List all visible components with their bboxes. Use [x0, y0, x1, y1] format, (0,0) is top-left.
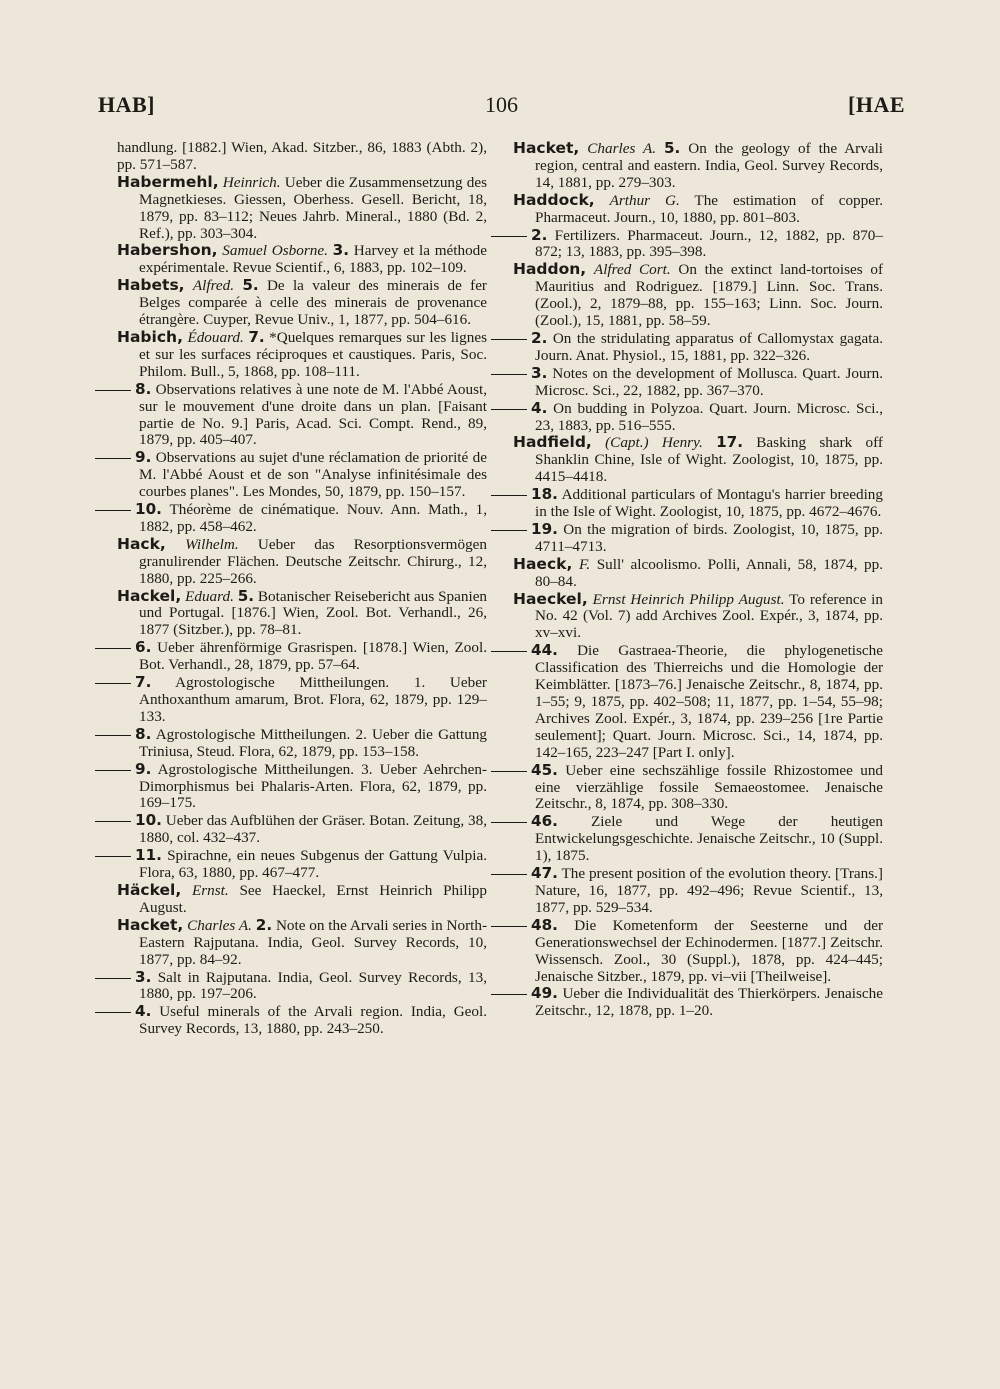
ditto-rule [95, 978, 131, 979]
entry-text: To reference in No. 42 (Vol. 7) add Archives Zool. Expér., 3, 1874, pp. xv–xvi. [535, 590, 883, 642]
entry-text: On the geology of the Arvali region, central and eastern. India, Geol. Survey Records, 14, 1881, pp. 279–303. [535, 140, 884, 191]
sub-entry [513, 521, 883, 556]
author-forename: (Capt.) Henry. [605, 434, 703, 452]
sub-entry [117, 1003, 487, 1038]
author-surname: Hacket, [513, 139, 580, 157]
ditto-rule [491, 926, 527, 927]
author-surname: Hackel, [117, 586, 182, 605]
author-surname: Hacket, [117, 915, 184, 934]
entry-text: Basking shark off Shanklin Chine, Isle of Wight. Zoologist, 10, 1875, pp. 4415–4418. [535, 434, 883, 486]
entry-number: 3. [531, 363, 548, 382]
sub-entry [513, 985, 883, 1020]
entry-text: Ueber ährenförmige Grasrispen. [1878.] Wien, Zool. Bot. Verhandl., 28, 1879, pp. 57–64. [139, 639, 487, 674]
ditto-rule [95, 683, 131, 684]
entry-number: 8. [135, 379, 152, 398]
entry-number: 6. [135, 638, 152, 657]
entry-text: Agrostologische Mittheilungen. 3. Ueber Aehrchen-Dimorphismus bei Phalaris-Arten. Flora, 62, 1879, pp. 169–175. [139, 760, 487, 812]
author-entry [513, 434, 883, 486]
ditto-rule [491, 651, 527, 652]
sub-entry [117, 501, 487, 536]
author-forename: Wilhelm. [185, 535, 239, 553]
author-entry [513, 140, 883, 192]
ditto-rule [95, 821, 131, 822]
author-forename: Alfred. [192, 277, 235, 295]
entry-number: 45. [531, 760, 558, 779]
entry-text: On the migration of birds. Zoologist, 10, 1875, pp. 4711–4713. [535, 520, 883, 555]
entry-text: Ziele und Wege der heutigen Entwickelungsgeschichte. Jenaische Zeitschr., 10 (Suppl. 1), 1875. [535, 813, 884, 865]
author-surname: Habermehl, [117, 172, 219, 191]
ditto-rule [95, 770, 131, 771]
entry-number: 2. [531, 225, 548, 244]
entry-text: Note on the Arvali series in North-Eastern Rajputana. India, Geol. Survey Records, 10, 1877, pp. 84–92. [139, 916, 488, 968]
author-entry [117, 329, 487, 381]
entry-text: De la valeur des minerais de fer Belges comparée à celle des minerais de provenance étrangère. Cuyper, Revue Univ., 1, 1877, pp. 504–616. [139, 277, 487, 329]
sub-entry [117, 639, 487, 674]
sub-entry [117, 847, 487, 882]
running-head-left: HAB] [98, 92, 155, 117]
sub-entry [117, 449, 487, 501]
author-surname: Häckel, [117, 880, 182, 899]
entry-text: Ueber eine sechszählige fossile Rhizostomee und eine vierzählige fossile Semaeostomee. Jenaische Zeitschr., 8, 1874, pp. 308–330. [535, 761, 884, 813]
entry-text: Botanischer Reisebericht aus Spanien und Portugal. [1876.] Wien, Zool. Bot. Verhandl., 26, 1877 (Sitzber.), pp. 78–81. [139, 587, 488, 639]
entry-text: Harvey et la méthode expérimentale. Revue Scientif., 6, 1883, pp. 102–109. [139, 242, 488, 277]
author-entry [117, 277, 487, 329]
entry-number: 7. [135, 673, 152, 692]
author-forename: Samuel Osborne. [222, 242, 328, 260]
entry-number: 11. [135, 846, 162, 865]
sub-entry [513, 365, 883, 400]
author-surname: Habets, [117, 276, 185, 295]
sub-entry [513, 400, 883, 435]
author-forename: Eduard. [185, 587, 234, 605]
entry-text: See Haeckel, Ernst Heinrich Philipp August. [139, 881, 487, 916]
entry-text: Observations relatives à une note de M. l'Abbé Aoust, sur le mouvement d'une droite dans un plan. [Faisant partie de No. 9.] Paris, Acad. Sci. Compt. Rend., 89, 1879, pp. 405–407. [139, 380, 487, 449]
entry-text: The estimation of copper. Pharmaceut. Journ., 10, 1880, pp. 801–803. [535, 191, 883, 226]
sub-entry [117, 726, 487, 761]
author-forename: Ernst Heinrich Philipp August. [592, 590, 785, 608]
author-entry [117, 174, 487, 243]
entry-number: 4. [531, 398, 548, 417]
ditto-rule [491, 530, 527, 531]
entry-number: 3. [135, 967, 152, 986]
entry-number: 10. [135, 811, 162, 830]
entry-number: 5. [242, 276, 259, 295]
ditto-rule [491, 495, 527, 496]
sub-entry [513, 865, 883, 917]
entry-number: 10. [135, 500, 162, 519]
entry-number: 7. [248, 327, 265, 346]
author-surname: Habershon, [117, 241, 218, 260]
author-forename: Charles A. [587, 140, 657, 157]
sub-entry [117, 969, 487, 1004]
entry-text: Théorème de cinématique. Nouv. Ann. Math., 1, 1882, pp. 458–462. [139, 501, 487, 535]
ditto-rule [491, 409, 527, 410]
sub-entry [513, 227, 883, 262]
entry-text: Die Gastraea-Theorie, die phylogenetische Classification des Thierreichs und die Homologie der Keimblätter. [1873–76.] Jenaische Zeitschr., 8, 1874, pp. 1–55; 9, 1875, pp. 402–508; 11, 1877, pp. 1–54, 55–98; Archives Zool. Expér., 3, 1874, pp. 239–256 [1re Partie seulement]; Quart. Journ. Microsc. Sci., 14, 1874, pp. 142–165, 223–247 [Part I. only]. [535, 642, 884, 761]
entry-text: Agrostologische Mittheilungen. 2. Ueber die Gattung Triniusa, Steud. Flora, 62, 1879, pp. 153–158. [139, 725, 488, 760]
author-surname: Hadfield, [513, 433, 592, 452]
author-entry [117, 588, 487, 640]
author-forename: Édouard. [187, 328, 244, 346]
author-entry [513, 556, 883, 591]
entry-text: Sull' alcoolismo. Polli, Annali, 58, 1874, pp. 80–84. [535, 555, 884, 590]
entry-text: Spirachne, ein neues Subgenus der Gattung Vulpia. Flora, 63, 1880, pp. 467–477. [139, 847, 487, 882]
author-surname: Habich, [117, 327, 183, 346]
sub-entry [117, 761, 487, 813]
entry-text: Additional particulars of Montagu's harrier breeding in the Isle of Wight. Zoologist, 10, 1875, pp. 4672–4676. [535, 486, 883, 521]
author-forename: Arthur G. [609, 191, 680, 209]
ditto-rule [95, 856, 131, 857]
entry-number: 2. [255, 915, 273, 934]
entry-number: 5. [663, 139, 681, 157]
author-surname: Haeckel, [513, 589, 588, 608]
entry-number: 3. [332, 241, 350, 260]
entry-text: Observations au sujet d'une réclamation de priorité de M. l'Abbé Aoust et de son "Analyse infinitésimale des courbes planes". Les Mondes, 50, 1879, pp. 150–157. [139, 449, 487, 501]
sub-entry [513, 642, 883, 761]
ditto-rule [491, 771, 527, 772]
author-entry [117, 917, 487, 969]
ditto-rule [491, 874, 527, 875]
left-column [117, 140, 487, 1038]
entry-text: On the stridulating apparatus of Callomystax gagata. Journ. Anat. Physiol., 15, 1881, pp. 322–326. [535, 329, 884, 364]
entry-text: On budding in Polyzoa. Quart. Journ. Microsc. Sci., 23, 1883, pp. 516–555. [535, 399, 884, 434]
author-forename: F. [578, 555, 591, 573]
sub-entry [513, 330, 883, 365]
entry-number: 8. [135, 724, 152, 743]
entry-text: Ueber das Aufblühen der Gräser. Botan. Zeitung, 38, 1880, col. 432–437. [139, 812, 487, 847]
entry-text: Ueber die Zusammensetzung des Magnetkieses. Giessen, Oberhess. Gesell. Bericht, 18, 1879, pp. 83–112; Neues Jahrb. Mineral., 1880 (Bd. 2, Ref.), pp. 303–304. [139, 173, 488, 242]
ditto-rule [95, 390, 131, 391]
entry-text: Ueber das Resorptionsvermögen granulirender Flächen. Deutsche Zeitschr. Chirurg., 12, 1880, pp. 225–266. [139, 535, 488, 587]
author-entry [513, 591, 883, 643]
author-entry [117, 536, 487, 588]
author-entry [513, 192, 883, 227]
page-number: 106 [485, 92, 518, 117]
entry-text: The present position of the evolution theory. [Trans.] Nature, 16, 1877, pp. 492–496; Revue Scientif., 13, 1877, pp. 529–534. [535, 865, 883, 916]
sub-entry [117, 812, 487, 847]
sub-entry [513, 813, 883, 865]
entry-text: On the extinct land-tortoises of Mauritius and Rodriguez. [1879.] Linn. Soc. Trans. (Zool.), 2, 1879–88, pp. 155–163; Linn. Soc. Journ. (Zool.), 15, 1881, pp. 58–59. [535, 261, 884, 330]
ditto-rule [95, 1012, 131, 1013]
entry-number: 4. [135, 1002, 152, 1021]
right-column [513, 140, 883, 1020]
ditto-rule [491, 236, 527, 237]
entry-number: 47. [531, 864, 558, 883]
entry-number: 18. [531, 485, 558, 504]
entry-number: 9. [135, 448, 152, 467]
sub-entry [513, 486, 883, 521]
entry-number: 9. [135, 759, 152, 778]
entry-text: Useful minerals of the Arvali region. India, Geol. Survey Records, 13, 1880, pp. 243–250. [139, 1003, 488, 1038]
entry-text: *Quelques remarques sur les lignes et sur les surfaces réciproques et caustiques. Paris, Soc. Philom. Bull., 5, 1868, pp. 108–111. [139, 328, 487, 380]
sub-entry [117, 381, 487, 450]
author-entry [117, 242, 487, 277]
sub-entry [513, 917, 883, 986]
entry-number: 44. [531, 641, 558, 660]
author-surname: Hack, [117, 534, 166, 553]
ditto-rule [491, 994, 527, 995]
author-surname: Haeck, [513, 554, 573, 573]
sub-entry [513, 762, 883, 814]
entry-text: Salt in Rajputana. India, Geol. Survey Records, 13, 1880, pp. 197–206. [139, 968, 487, 1003]
author-forename: Alfred Cort. [593, 261, 671, 279]
entry-text: handlung. [1882.] Wien, Akad. Sitzber., 86, 1883 (Abth. 2), pp. 571–587. [117, 139, 487, 173]
sub-entry [117, 674, 487, 726]
ditto-rule [95, 458, 131, 459]
entry-text: Agrostologische Mittheilungen. 1. Ueber Anthoxanthum amarum, Brot. Flora, 62, 1879, pp. 129–133. [139, 674, 487, 725]
author-entry [117, 882, 487, 917]
entry-number: 17. [716, 433, 743, 452]
author-entry [513, 261, 883, 330]
entry-number: 46. [531, 812, 558, 831]
author-surname: Haddock, [513, 190, 595, 209]
entry-number: 5. [237, 586, 255, 605]
ditto-rule [95, 510, 131, 511]
entry-number: 2. [531, 328, 548, 347]
running-head-right: [HAE [848, 92, 905, 117]
author-forename: Heinrich. [222, 173, 281, 191]
author-surname: Haddon, [513, 260, 587, 279]
entry-number: 49. [531, 984, 558, 1003]
entry-text: Fertilizers. Pharmaceut. Journ., 12, 1882, pp. 870–872; 13, 1883, pp. 395–398. [535, 226, 883, 261]
entry-text: Ueber die Individualität des Thierkörpers. Jenaische Zeitschr., 12, 1878, pp. 1–20. [535, 985, 883, 1020]
entry-number: 48. [531, 915, 558, 934]
ditto-rule [491, 822, 527, 823]
author-forename: Charles A. [187, 916, 252, 934]
entry-continuation [117, 140, 487, 174]
author-forename: Ernst. [191, 881, 229, 899]
entry-text: Notes on the development of Mollusca. Quart. Journ. Microsc. Sci., 22, 1882, pp. 367–370. [535, 364, 884, 399]
entry-text: Die Kometenform der Seesterne und der Generationswechsel der Echinodermen. [1877.] Zeitschr. Wissensch. Zool., 30 (Suppl.), 1878, pp. 424–445; Jenaische Sitzber., 1879, pp. vi–vii [Theilweise]. [535, 916, 883, 985]
ditto-rule [491, 374, 527, 375]
entry-number: 19. [531, 519, 558, 538]
ditto-rule [491, 339, 527, 340]
ditto-rule [95, 735, 131, 736]
ditto-rule [95, 648, 131, 649]
